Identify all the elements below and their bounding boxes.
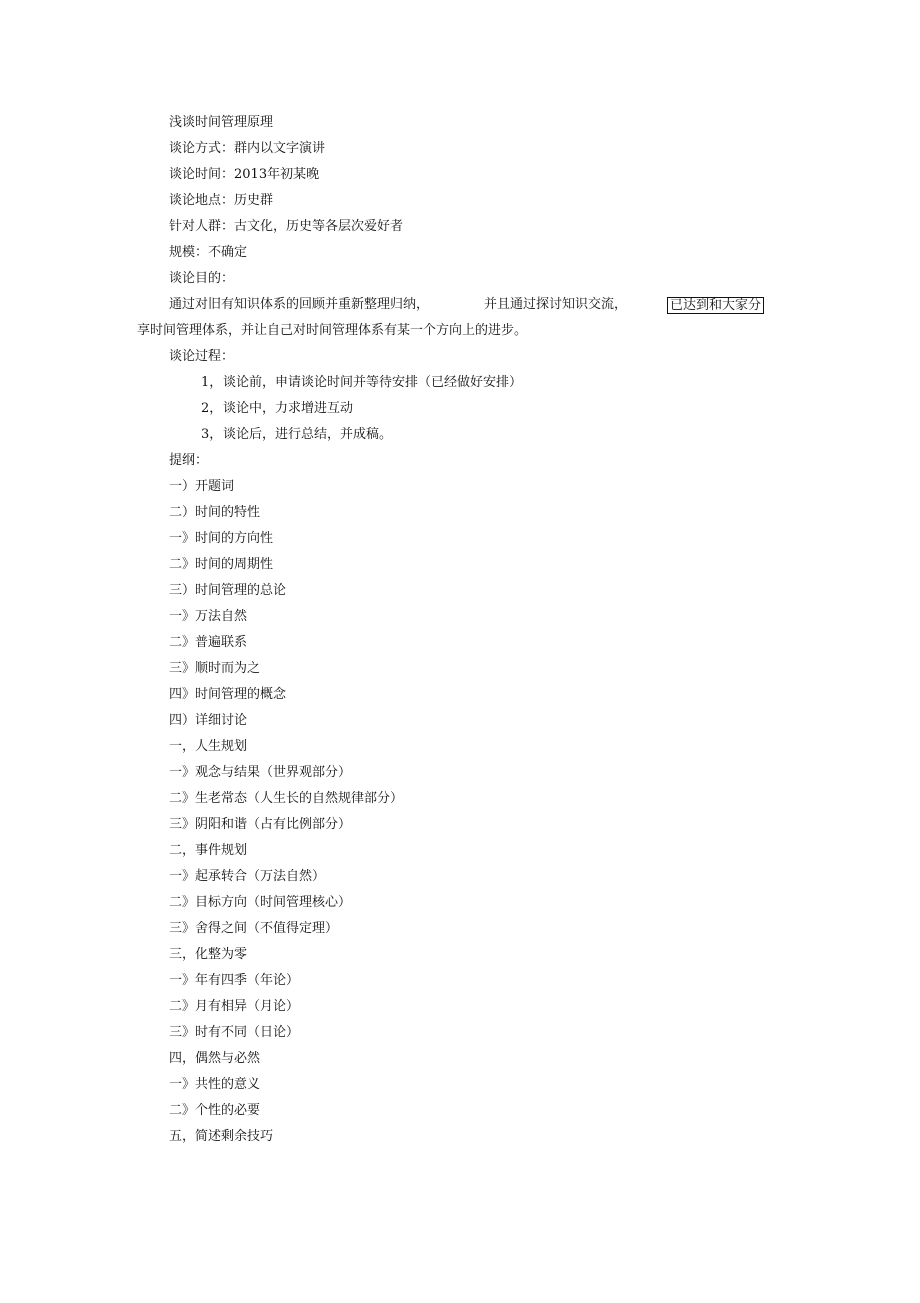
purpose-text-part1: 通过对旧有知识体系的回顾并重新整理归纳， — [169, 297, 430, 312]
purpose-text-continued: 享时间管理体系，并让自己对时间管理体系有某一个方向上的进步。 — [137, 323, 528, 338]
outline-item: 二》生老常态（人生长的自然规律部分） — [169, 791, 404, 806]
process-step — [201, 401, 353, 417]
outline-item: 一》时间的方向性 — [169, 531, 274, 546]
process-step — [201, 427, 392, 443]
process-heading: 谈论过程： — [169, 349, 235, 364]
outline-item: 一》年有四季（年论） — [169, 973, 300, 988]
document-title: 浅谈时间管理原理 — [169, 115, 274, 130]
outline-item: 二》目标方向（时间管理核心） — [169, 895, 352, 910]
outline-item: 一》观念与结果（世界观部分） — [169, 765, 352, 780]
step-text: 谈论后，进行总结，并成稿。 — [223, 427, 393, 442]
step-number: 2， — [201, 401, 223, 416]
outline-item: 一》共性的意义 — [169, 1077, 261, 1092]
outline-item: 五，简述剩余技巧 — [169, 1129, 274, 1144]
outline-item: 二》普遍联系 — [169, 635, 248, 650]
step-number: 1， — [201, 375, 223, 390]
step-text: 谈论前，申请谈论时间并等待安排（已经做好安排） — [223, 375, 523, 390]
outline-item: 三》阴阳和谐（占有比例部分） — [169, 817, 352, 832]
meta-place: 谈论地点：历史群 — [169, 193, 274, 208]
outline-item: 四）详细讨论 — [169, 713, 248, 728]
outline-item: 二》月有相异（月论） — [169, 999, 300, 1014]
step-number: 3， — [201, 427, 223, 442]
step-text: 谈论中，力求增进互动 — [223, 401, 354, 416]
purpose-heading: 谈论目的： — [169, 271, 235, 286]
purpose-boxed-text: 已达到和大家分 — [667, 297, 764, 314]
outline-item: 三》舍得之间（不值得定理） — [169, 921, 339, 936]
outline-item: 四，偶然与必然 — [169, 1051, 261, 1066]
outline-item: 三》时有不同（日论） — [169, 1025, 300, 1040]
outline-item: 一）开题词 — [169, 479, 235, 494]
outline-item: 二》个性的必要 — [169, 1103, 261, 1118]
outline-item: 三，化整为零 — [169, 947, 248, 962]
outline-item: 一》万法自然 — [169, 609, 248, 624]
outline-item: 二，事件规划 — [169, 843, 248, 858]
meta-audience: 针对人群：古文化，历史等各层次爱好者 — [169, 219, 404, 234]
meta-method: 谈论方式：群内以文字演讲 — [169, 141, 326, 156]
outline-item: 一，人生规划 — [169, 739, 248, 754]
outline-item: 三》顺时而为之 — [169, 661, 261, 676]
outline-item: 二）时间的特性 — [169, 505, 261, 520]
purpose-text-part2: 并且通过探讨知识交流， — [484, 297, 628, 312]
outline-item: 二》时间的周期性 — [169, 557, 274, 572]
outline-heading: 提纲： — [169, 453, 209, 468]
outline-item: 一》起承转合（万法自然） — [169, 869, 326, 884]
outline-item: 三）时间管理的总论 — [169, 583, 287, 598]
process-step — [201, 375, 522, 391]
meta-scale: 规模：不确定 — [169, 245, 248, 260]
meta-time: 谈论时间：2013年初某晚 — [169, 167, 320, 182]
outline-item: 四》时间管理的概念 — [169, 687, 287, 702]
